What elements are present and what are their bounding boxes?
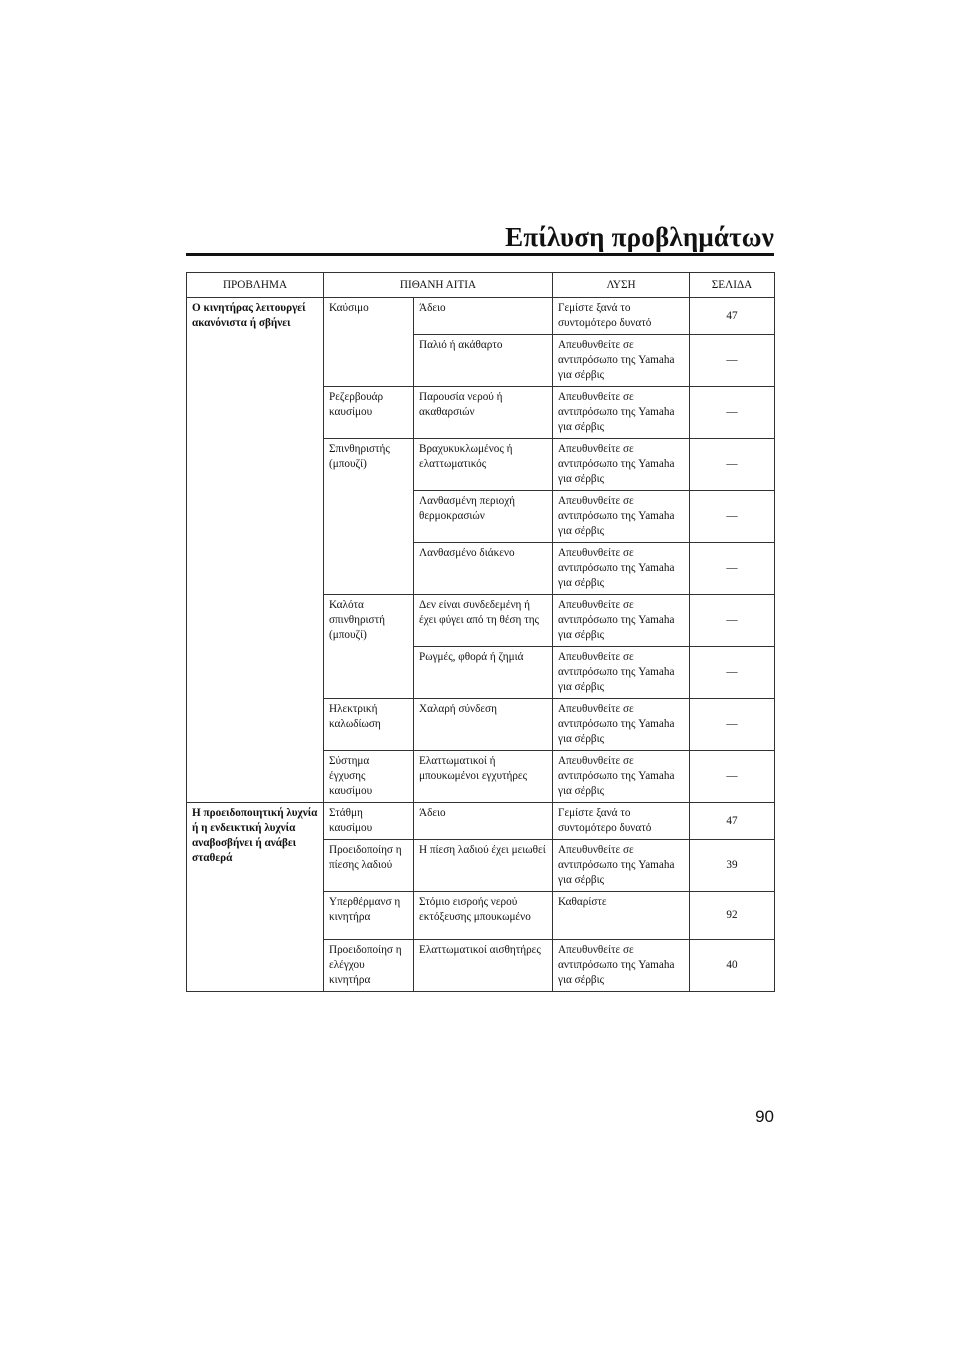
cause-cell: Δεν είναι συνδεδεμένη ή έχει φύγει από τη θέση της: [414, 595, 553, 647]
title-rule: [186, 253, 774, 256]
solution-cell: Απευθυνθείτε σε αντιπρόσωπο της Yamaha για σέρβις: [553, 940, 690, 992]
page-cell: —: [690, 543, 775, 595]
page-cell: 47: [690, 298, 775, 335]
solution-cell: Απευθυνθείτε σε αντιπρόσωπο της Yamaha για σέρβις: [553, 840, 690, 892]
cause-cell: Άδειο: [414, 803, 553, 840]
cause-cell: Ελαττωματικοί ή μπουκωμένοι εγχυτήρες: [414, 751, 553, 803]
page-cell: —: [690, 439, 775, 491]
header-solution: ΛΥΣΗ: [553, 273, 690, 298]
solution-cell: Απευθυνθείτε σε αντιπρόσωπο της Yamaha για σέρβις: [553, 647, 690, 699]
component-cell: Υπερθέρμανσ η κινητήρα: [324, 892, 414, 940]
table-row: [187, 298, 775, 335]
solution-cell: Απευθυνθείτε σε αντιπρόσωπο της Yamaha για σέρβις: [553, 491, 690, 543]
component-cell: Προειδοποίησ η πίεσης λαδιού: [324, 840, 414, 892]
solution-cell: Καθαρίστε: [553, 892, 690, 940]
page-cell: —: [690, 491, 775, 543]
solution-cell: Απευθυνθείτε σε αντιπρόσωπο της Yamaha για σέρβις: [553, 439, 690, 491]
solution-cell: Απευθυνθείτε σε αντιπρόσωπο της Yamaha για σέρβις: [553, 335, 690, 387]
page-cell: 40: [690, 940, 775, 992]
cause-cell: Στόμιο εισροής νερού εκτόξευσης μπουκωμένο: [414, 892, 553, 940]
page-cell: —: [690, 595, 775, 647]
component-cell: Σπινθηριστής (μπουζί): [324, 439, 414, 595]
cause-cell: Λανθασμένο διάκενο: [414, 543, 553, 595]
page-cell: —: [690, 751, 775, 803]
table-row: [187, 803, 775, 840]
page-cell: —: [690, 647, 775, 699]
cause-cell: Ρωγμές, φθορά ή ζημιά: [414, 647, 553, 699]
problem-cell: Η προειδοποιητική λυχνία ή η ενδεικτική λυχνία αναβοσβήνει ή ανάβει σταθερά: [187, 803, 324, 992]
cause-cell: Ελαττωματικοί αισθητήρες: [414, 940, 553, 992]
header-cause: ΠΙΘΑΝΗ ΑΙΤΙΑ: [324, 273, 553, 298]
component-cell: Σύστημα έγχυσης καυσίμου: [324, 751, 414, 803]
solution-cell: Απευθυνθείτε σε αντιπρόσωπο της Yamaha για σέρβις: [553, 387, 690, 439]
solution-cell: Απευθυνθείτε σε αντιπρόσωπο της Yamaha για σέρβις: [553, 595, 690, 647]
solution-cell: Γεμίστε ξανά το συντομότερο δυνατό: [553, 298, 690, 335]
solution-cell: Απευθυνθείτε σε αντιπρόσωπο της Yamaha για σέρβις: [553, 543, 690, 595]
header-page: ΣΕΛΙΔΑ: [690, 273, 775, 298]
troubleshooting-table: [186, 272, 775, 992]
page-number: 90: [755, 1107, 774, 1126]
component-cell: Προειδοποίησ η ελέγχου κινητήρα: [324, 940, 414, 992]
cause-cell: Λανθασμένη περιοχή θερμοκρασιών: [414, 491, 553, 543]
solution-cell: Απευθυνθείτε σε αντιπρόσωπο της Yamaha για σέρβις: [553, 699, 690, 751]
component-cell: Καλότα σπινθηριστή (μπουζί): [324, 595, 414, 699]
cause-cell: Παρουσία νερού ή ακαθαρσιών: [414, 387, 553, 439]
page-cell: 92: [690, 892, 775, 940]
page-cell: —: [690, 699, 775, 751]
cause-cell: Χαλαρή σύνδεση: [414, 699, 553, 751]
cause-cell: Η πίεση λαδιού έχει μειωθεί: [414, 840, 553, 892]
page-title: Επίλυση προβλημάτων: [505, 222, 774, 252]
component-cell: Στάθμη καυσίμου: [324, 803, 414, 840]
component-cell: Καύσιμο: [324, 298, 414, 387]
solution-cell: Απευθυνθείτε σε αντιπρόσωπο της Yamaha για σέρβις: [553, 751, 690, 803]
cause-cell: Παλιό ή ακάθαρτο: [414, 335, 553, 387]
page-cell: 47: [690, 803, 775, 840]
page-cell: —: [690, 335, 775, 387]
component-cell: Ηλεκτρική καλωδίωση: [324, 699, 414, 751]
header-problem: ΠΡΟΒΛΗΜΑ: [187, 273, 324, 298]
cause-cell: Άδειο: [414, 298, 553, 335]
page-cell: —: [690, 387, 775, 439]
table-body: [187, 298, 775, 992]
page-cell: 39: [690, 840, 775, 892]
problem-cell: Ο κινητήρας λειτουργεί ακανόνιστα ή σβήνει: [187, 298, 324, 803]
cause-cell: Βραχυκυκλωμένος ή ελαττωματικός: [414, 439, 553, 491]
table-header-row: [187, 273, 775, 298]
solution-cell: Γεμίστε ξανά το συντομότερο δυνατό: [553, 803, 690, 840]
component-cell: Ρεζερβουάρ καυσίμου: [324, 387, 414, 439]
